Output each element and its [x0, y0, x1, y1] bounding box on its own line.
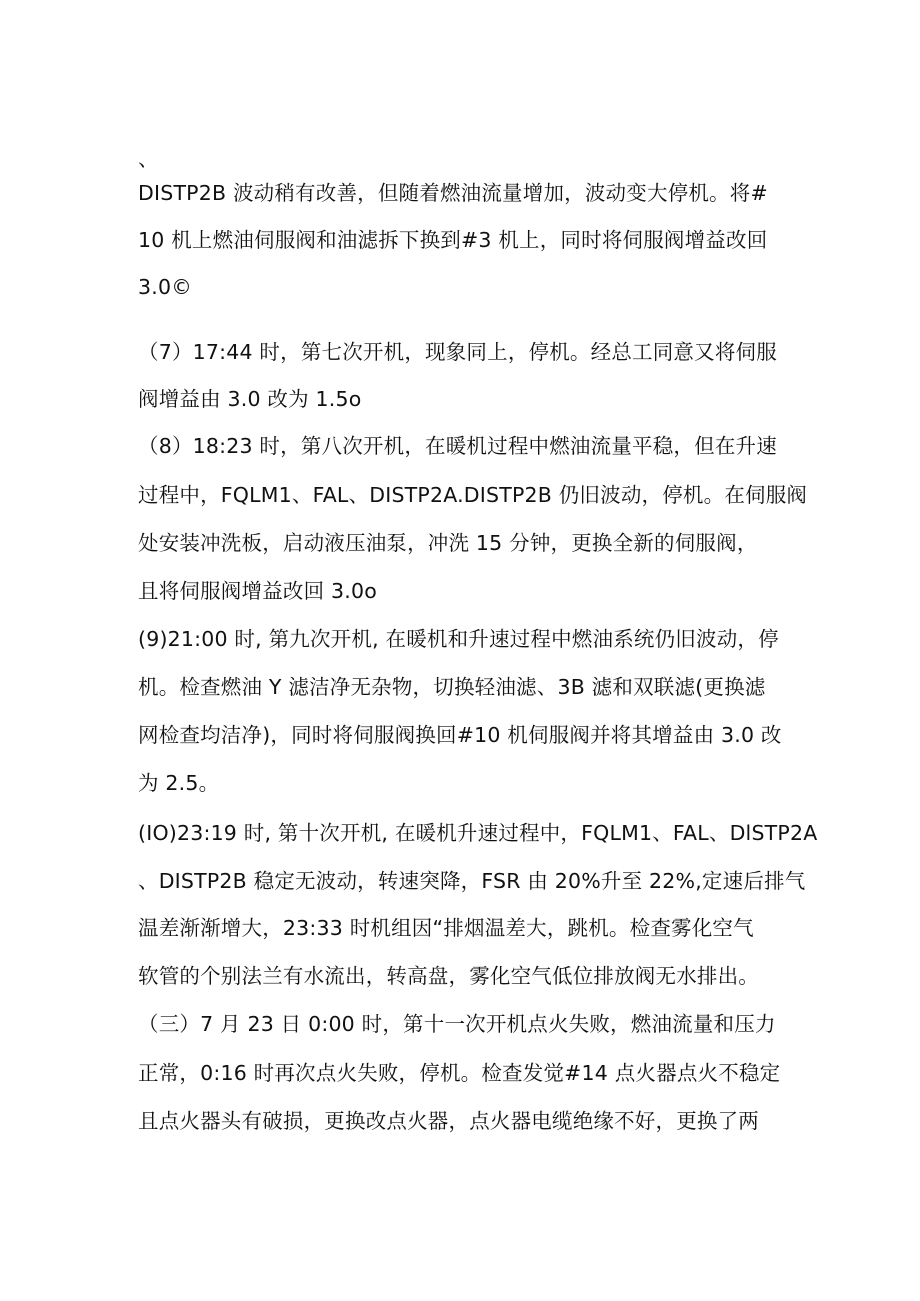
text-line: 温差渐渐增大，23:33 时机组因“排烟温差大，跳机。检查雾化空气	[138, 916, 754, 940]
text-line: 过程中，FQLM1、FAL、DISTP2A.DISTP2B 仍旧波动，停机。在伺服阀	[138, 483, 808, 507]
text-line: 且点火器头有破损，更换改点火器，点火器电缆绝缘不好，更换了两	[138, 1109, 759, 1133]
text-line: (9)21:00 时, 第九次开机, 在暖机和升速过程中燃油系统仍旧波动，停	[138, 627, 779, 651]
text-line: 10 机上燃油伺服阀和油滤拆下换到#3 机上，同时将伺服阀增益改回	[138, 228, 768, 252]
text-line: 机。检查燃油 Y 滤洁净无杂物，切换轻油滤、3B 滤和双联滤(更换滤	[138, 675, 766, 699]
text-line: 软管的个别法兰有水流出，转高盘，雾化空气低位排放阀无水排出。	[138, 964, 759, 988]
text-line: 3.0©	[138, 275, 192, 299]
text-line: （7）17:44 时，第七次开机，现象同上，停机。经总工同意又将伺服	[138, 340, 777, 364]
text-line: （8）18:23 时，第八次开机，在暖机过程中燃油流量平稳，但在升速	[138, 434, 777, 458]
text-line: 、DISTP2B 稳定无波动，转速突降，FSR 由 20%升至 22%,定速后排气	[138, 869, 806, 893]
text-line: (IO)23:19 时, 第十次开机, 在暖机升速过程中，FQLM1、FAL、DlSTP2A	[138, 821, 818, 845]
text-line: 处安装冲洗板，启动液压油泵，冲洗 15 分钟，更换全新的伺服阀，	[138, 531, 758, 555]
text-line: 正常，0:16 时再次点火失败，停机。检查发觉#14 点火器点火不稳定	[138, 1061, 781, 1085]
text-line: 为 2.5。	[138, 771, 220, 795]
text-line: 网检查均洁净)，同时将伺服阀换回#10 机伺服阀并将其增益由 3.0 改	[138, 723, 782, 747]
text-line: 且将伺服阀增益改回 3.0o	[138, 579, 377, 603]
text-line: 阀增益由 3.0 改为 1.5o	[138, 387, 362, 411]
text-line: （三）7 月 23 日 0:00 时，第十一次开机点火失败，燃油流量和压力	[138, 1012, 776, 1036]
text-line: 、	[138, 147, 159, 171]
text-line: DISTP2B 波动稍有改善，但随着燃油流量增加，波动变大停机。将#	[138, 181, 768, 205]
